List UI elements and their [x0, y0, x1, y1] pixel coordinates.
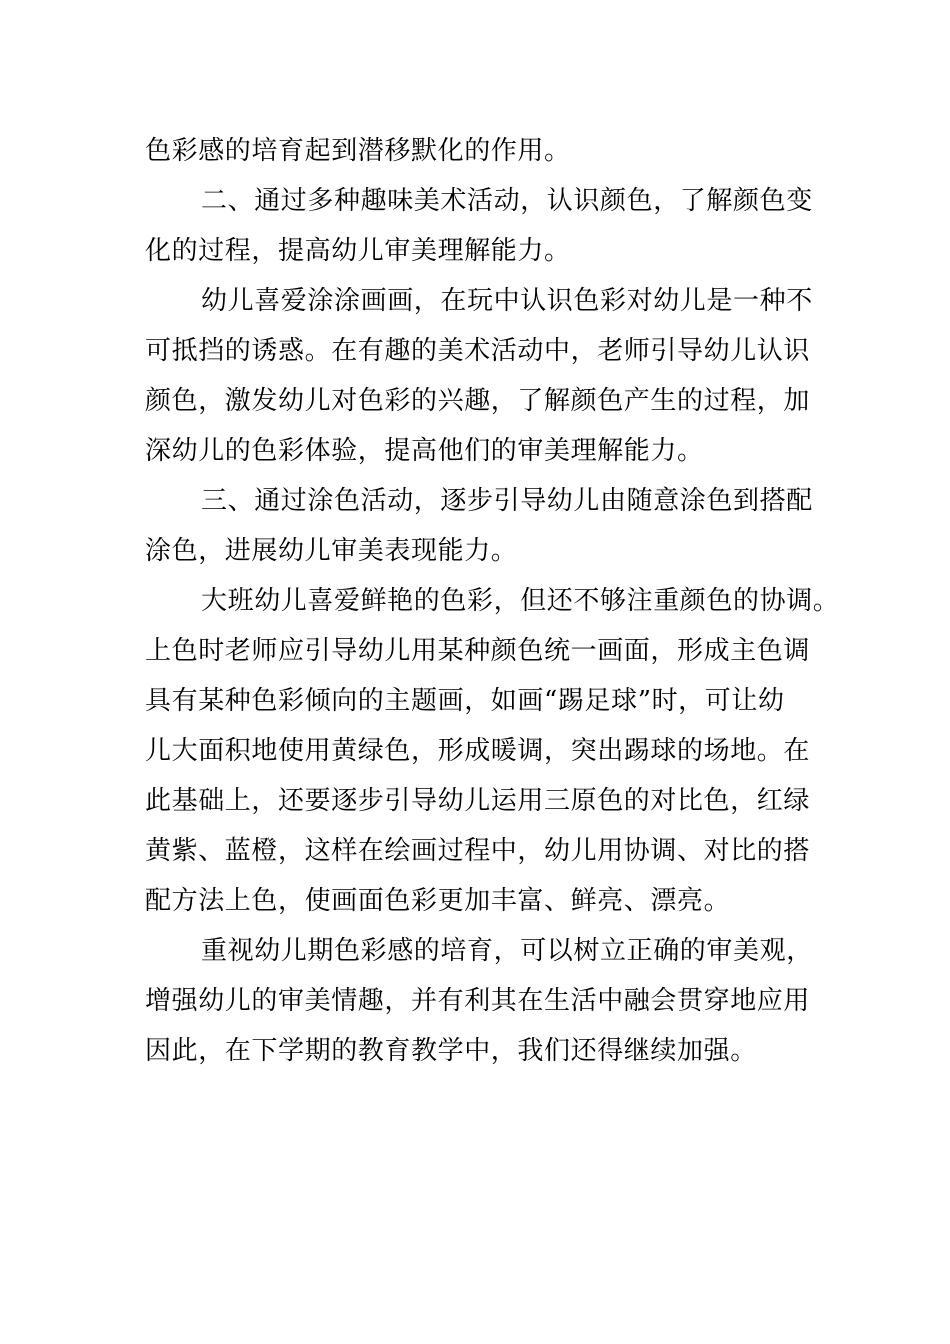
text-line: 颜色，激发幼儿对色彩的兴趣，了解颜色产生的过程，加 — [145, 386, 811, 416]
text-line: 深幼儿的色彩体验，提高他们的审美理解能力。 — [145, 436, 704, 466]
text-line: 配方法上色，使画面色彩更加丰富、鲜亮、漂亮。 — [145, 886, 731, 916]
text-line: 因此，在下学期的教育教学中，我们还得继续加强。 — [145, 1036, 757, 1066]
section-heading-line: 化的过程，提高幼儿审美理解能力。 — [145, 236, 571, 266]
text-line: 增强幼儿的审美情趣，并有利其在生活中融会贯穿地应用 — [145, 986, 811, 1016]
section-heading-line: 三、通过涂色活动，逐步引导幼儿由随意涂色到搭配 — [201, 486, 813, 516]
text-line: 具有某种色彩倾向的主题画，如画“踢足球”时，可让幼 — [145, 686, 785, 716]
text-line: 黄紫、蓝橙，这样在绘画过程中，幼儿用协调、对比的搭 — [145, 836, 811, 866]
text-line: 色彩感的培育起到潜移默化的作用。 — [145, 136, 571, 166]
text-line: 大班幼儿喜爱鲜艳的色彩，但还不够注重颜色的协调。 — [201, 586, 840, 616]
section-heading-line: 二、通过多种趣味美术活动，认识颜色，了解颜色变 — [201, 186, 813, 216]
document-body — [145, 126, 840, 1076]
text-line: 儿大面积地使用黄绿色，形成暖调，突出踢球的场地。在 — [145, 736, 811, 766]
text-line: 幼儿喜爱涂涂画画，在玩中认识色彩对幼儿是一种不 — [201, 286, 813, 316]
text-line: 重视幼儿期色彩感的培育，可以树立正确的审美观， — [201, 936, 813, 966]
text-line: 可抵挡的诱惑。在有趣的美术活动中，老师引导幼儿认识 — [145, 336, 811, 366]
text-line: 上色时老师应引导幼儿用某种颜色统一画面，形成主色调 — [145, 636, 811, 666]
text-line: 此基础上，还要逐步引导幼儿运用三原色的对比色，红绿 — [145, 786, 811, 816]
section-heading-line: 涂色，进展幼儿审美表现能力。 — [145, 536, 518, 566]
